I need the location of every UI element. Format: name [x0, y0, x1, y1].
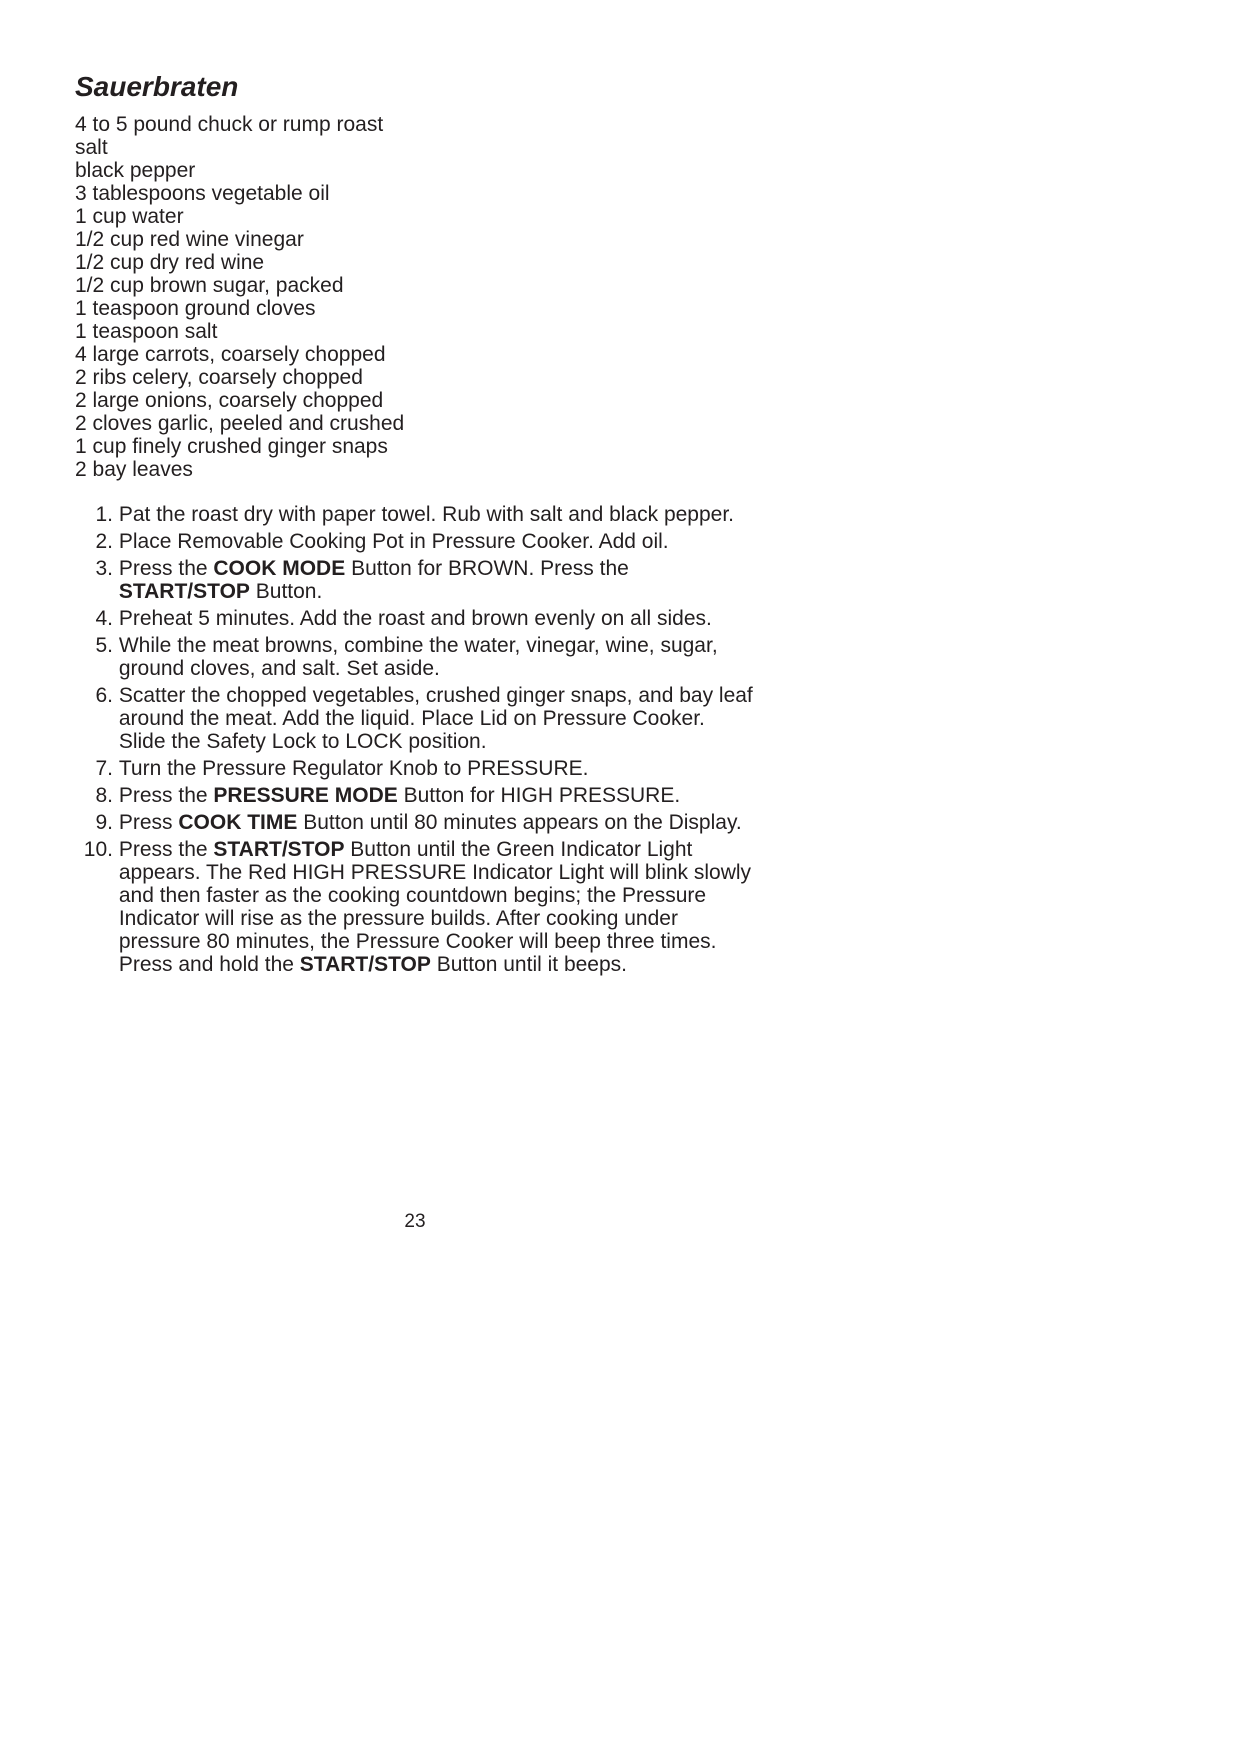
step-number: 4.	[95, 607, 113, 630]
step-text: Scatter the chopped vegetables, crushed ginger snaps, and bay leaf around the meat. Add the liquid. Place Lid on Pressure Cooker. Slide the Safety Lock to LOCK position.	[118, 684, 753, 753]
step-text: While the meat browns, combine the water, vinegar, wine, sugar, ground cloves, and salt. Set aside.	[118, 634, 718, 680]
ingredient-item: salt	[75, 136, 108, 159]
ingredient-item: 2 large onions, coarsely chopped	[75, 389, 384, 412]
ingredient-item: 1 teaspoon salt	[75, 320, 218, 343]
instruction-step	[75, 530, 755, 553]
ingredient-item: 1 cup finely crushed ginger snaps	[75, 435, 388, 458]
instruction-step	[75, 684, 755, 753]
instruction-step	[75, 811, 755, 834]
ingredient-item: 4 large carrots, coarsely chopped	[75, 343, 386, 366]
instruction-list	[75, 503, 755, 976]
button-name: COOK TIME	[178, 811, 298, 834]
step-text: Press the PRESSURE MODE Button for HIGH PRESSURE.	[118, 784, 681, 807]
step-text: Place Removable Cooking Pot in Pressure Cooker. Add oil.	[118, 530, 669, 553]
step-text: Press the START/STOP Button until the Green Indicator Light appears. The Red HIGH PRESSURE Indicator Light will blink slowly and then faster as the cooking countdown begins; the Pressure Indicator will rise as the pressure builds. After cooking under pressure 80 minutes, the Pressure Cooker will beep three times. Press and hold the START/STOP Button until it beeps.	[118, 838, 752, 976]
ingredient-item: 2 bay leaves	[75, 458, 193, 481]
step-text: Preheat 5 minutes. Add the roast and brown evenly on all sides.	[118, 607, 712, 630]
ingredient-item: 1/2 cup red wine vinegar	[75, 228, 304, 251]
instruction-step	[75, 757, 755, 780]
ingredient-item: 1/2 cup brown sugar, packed	[75, 274, 344, 297]
ingredient-list	[75, 113, 755, 481]
step-text: Press the COOK MODE Button for BROWN. Press the START/STOP Button.	[118, 557, 629, 603]
button-name: START/STOP	[299, 953, 431, 976]
step-number: 10.	[83, 838, 113, 861]
step-number: 9.	[95, 811, 113, 834]
ingredient-item: 1 cup water	[75, 205, 184, 228]
step-number: 8.	[95, 784, 113, 807]
page-number: 23	[404, 1211, 426, 1232]
ingredient-item: black pepper	[75, 159, 196, 182]
step-number: 3.	[95, 557, 113, 580]
instruction-step	[75, 557, 755, 603]
recipe-title: Sauerbraten	[75, 71, 239, 102]
instruction-step	[75, 784, 755, 807]
button-name: START/STOP	[213, 838, 345, 861]
ingredient-item: 3 tablespoons vegetable oil	[75, 182, 330, 205]
instruction-step	[75, 607, 755, 630]
button-name: COOK MODE	[213, 557, 346, 580]
ingredient-item: 4 to 5 pound chuck or rump roast	[75, 113, 384, 136]
step-text: Turn the Pressure Regulator Knob to PRESSURE.	[118, 757, 589, 780]
ingredient-item: 1 teaspoon ground cloves	[75, 297, 316, 320]
instruction-step	[75, 634, 755, 680]
recipe-page	[75, 70, 755, 980]
ingredient-item: 2 ribs celery, coarsely chopped	[75, 366, 363, 389]
step-number: 6.	[95, 684, 113, 707]
step-number: 7.	[95, 757, 113, 780]
step-text: Press COOK TIME Button until 80 minutes appears on the Display.	[118, 811, 742, 834]
step-number: 1.	[95, 503, 113, 526]
instruction-step	[75, 838, 755, 976]
step-text: Pat the roast dry with paper towel. Rub with salt and black pepper.	[118, 503, 735, 526]
ingredient-item: 2 cloves garlic, peeled and crushed	[75, 412, 405, 435]
step-number: 2.	[95, 530, 113, 553]
instruction-step	[75, 503, 755, 526]
ingredient-item: 1/2 cup dry red wine	[75, 251, 265, 274]
step-number: 5.	[95, 634, 113, 657]
button-name: START/STOP	[118, 580, 250, 603]
button-name: PRESSURE MODE	[213, 784, 398, 807]
